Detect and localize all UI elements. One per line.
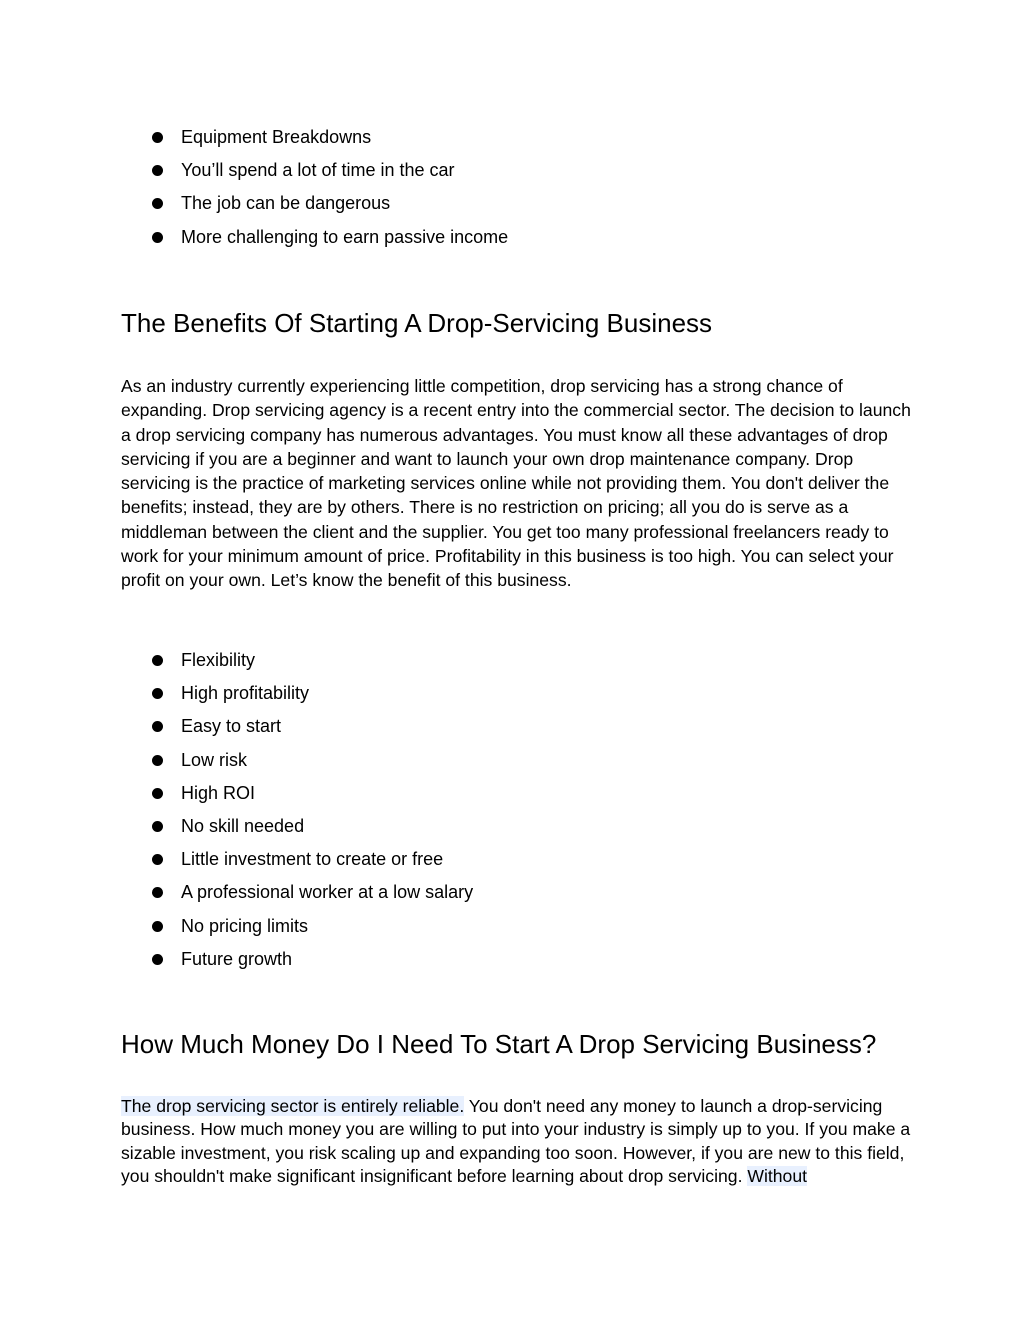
benefits-paragraph: As an industry currently experiencing little competition, drop servicing has a strong chance of expanding. Drop servicing agency is a recent entry into the commercial sector. The decision to launch a drop servicing company has numerous advantages. You must know all these advantages of drop servicing if you are a beginner and want to launch your own drop maintenance company. Drop servicing is the practice of marketing services online while not providing them. You don't deliver the benefits; instead, they are by others. There is no restriction on pricing; all you do is serve as a middleman between the client and the supplier. You get too many professional freelancers ready to work for your minimum amount of price. Profitability in this business is too high. You can select your profit on your own. Let’s know the benefit of this business. (121, 376, 911, 591)
list-item (121, 744, 911, 777)
list-item (121, 677, 911, 710)
list-item (121, 221, 911, 254)
bullet-icon (152, 132, 163, 143)
list-item (121, 810, 911, 843)
list-item (121, 910, 911, 943)
list-item-text: Low risk (181, 749, 248, 770)
list-item (121, 876, 911, 909)
list-item-text: High profitability (181, 683, 310, 704)
bullet-icon (152, 788, 163, 799)
list-item (121, 777, 911, 810)
list-item (121, 644, 911, 677)
list-item-text: High ROI (181, 782, 256, 803)
highlighted-text: Without (747, 1165, 808, 1186)
paragraph-text: You don't need any money to launch a drop-servicing business. How much money you are willing to put into your industry is simply up to you. If you make a sizable investment, you risk scaling up and expanding too soon. However, if you are new to this field, you shouldn't make significant insignificant before learning about drop servicing. (121, 1096, 911, 1186)
list-item (121, 121, 911, 154)
list-item (121, 710, 911, 743)
list-item-text: No skill needed (181, 815, 305, 836)
bullet-icon (152, 921, 163, 932)
money-paragraph (121, 1095, 911, 1188)
bullet-icon (152, 198, 163, 209)
list-item-text: More challenging to earn passive income (181, 226, 509, 247)
list-item-text: Easy to start (181, 716, 282, 737)
bullet-icon (152, 755, 163, 766)
list-item (121, 843, 911, 876)
list-item-text: Future growth (181, 948, 293, 969)
list-item-text: Little investment to create or free (181, 849, 444, 870)
list-item (121, 943, 911, 976)
list-item-text: You’ll spend a lot of time in the car (181, 160, 455, 181)
list-item-text: Flexibility (181, 650, 256, 670)
bullet-icon (152, 721, 163, 732)
bullet-icon (152, 165, 163, 176)
bullet-icon (152, 954, 163, 965)
bullet-icon (152, 688, 163, 699)
bullet-icon (152, 232, 163, 243)
list-item-text: A professional worker at a low salary (181, 882, 474, 903)
drawbacks-list (121, 121, 911, 254)
highlighted-text: The drop servicing sector is entirely reliable. (121, 1096, 465, 1116)
bullet-icon (152, 887, 163, 898)
benefits-list (121, 644, 911, 976)
section-heading-money: How Much Money Do I Need To Start A Drop Servicing Business? (121, 1029, 877, 1059)
list-item (121, 187, 911, 220)
bullet-icon (152, 655, 163, 666)
section-heading-benefits: The Benefits Of Starting A Drop-Servicing Business (121, 308, 713, 338)
bullet-icon (152, 854, 163, 865)
list-item-text: Equipment Breakdowns (181, 127, 372, 147)
bullet-icon (152, 821, 163, 832)
list-item-text: No pricing limits (181, 915, 309, 936)
list-item-text: The job can be dangerous (181, 193, 391, 214)
list-item (121, 154, 911, 187)
